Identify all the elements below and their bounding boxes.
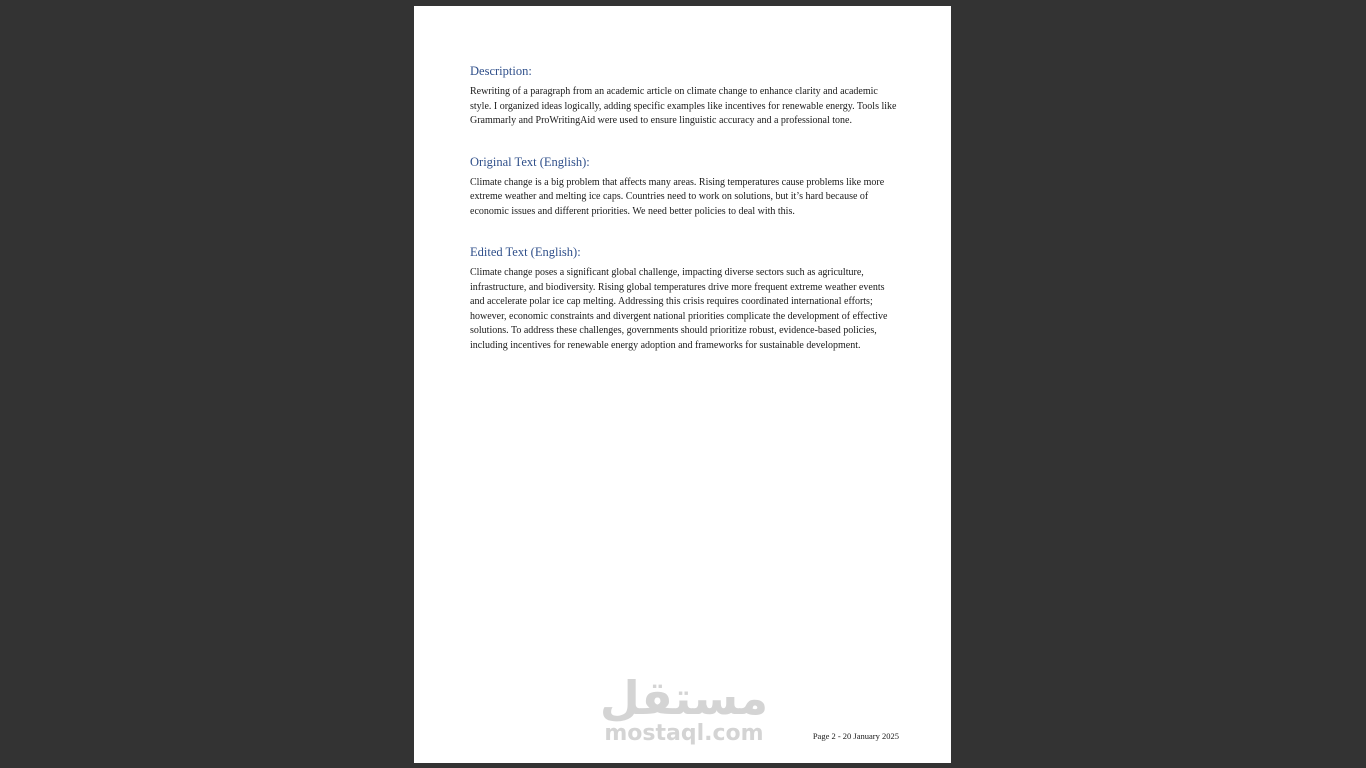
description-text: Rewriting of a paragraph from an academic article on climate change to enhance clarity and academic style. I organized ideas logically, adding specific examples like incentives for renewable energy. Tools like Grammarly and ProWritingAid were used to ensure linguistic accuracy and a professional tone. [470, 86, 897, 126]
edited-text-heading: Edited Text (English): [470, 245, 581, 259]
original-text-section [470, 153, 900, 220]
document-page [414, 6, 951, 763]
mostaql-watermark [594, 672, 774, 756]
watermark-arabic-text: مستقل [599, 671, 769, 725]
edited-text-body: Climate change poses a significant global challenge, impacting diverse sectors such as agriculture, infrastructure, and biodiversity. Rising global temperatures drive more frequent extreme weather events and accelerate polar ice cap melting. Addressing this crisis requires coordinated international efforts; however, economic constraints and divergent national priorities complicate the development of effective solutions. To address these challenges, governments should prioritize robust, evidence-based policies, including incentives for renewable energy adoption and frameworks for sustainable development. [470, 267, 888, 351]
original-text-body: Climate change is a big problem that affects many areas. Rising temperatures cause problems like more extreme weather and melting ice caps. Countries need to work on solutions, but it’s hard because of economic issues and different priorities. We need better policies to deal with this. [470, 176, 885, 217]
edited-text-section [470, 243, 900, 353]
page-footer: Page 2 - 20 January 2025 [812, 731, 899, 741]
description-section [470, 62, 900, 129]
original-text-heading: Original Text (English): [470, 154, 590, 169]
page-content [470, 62, 900, 353]
watermark-latin-text: mostaql.com [604, 721, 764, 746]
description-heading: Description: [470, 64, 532, 78]
